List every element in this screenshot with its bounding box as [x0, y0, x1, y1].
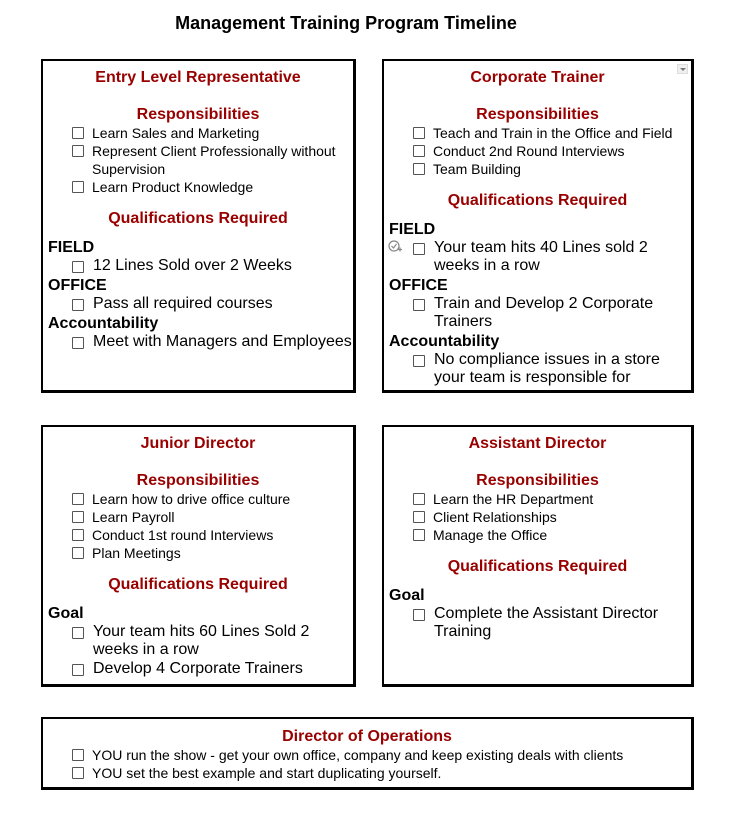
qualifications-heading: Qualifications Required [447, 192, 628, 209]
checklist-item: Represent Client Professionally without Supervision [72, 142, 353, 178]
responsibilities-list [43, 490, 353, 562]
checklist-item: Complete the Assistant Director Training [413, 605, 691, 641]
category-label: FIELD [389, 221, 436, 238]
checklist-item: Pass all required courses [72, 295, 353, 313]
box-title: Corporate Trainer [470, 69, 605, 86]
category-label: Goal [48, 605, 84, 622]
qualification-list [43, 623, 353, 678]
checkbox[interactable] [72, 511, 84, 523]
category-label: FIELD [48, 239, 95, 256]
checklist-item: Your team hits 60 Lines Sold 2 weeks in a row [72, 623, 353, 659]
box-entry-level [41, 59, 356, 393]
qualification-list [43, 257, 353, 275]
box-junior-director [41, 425, 356, 687]
qualifications-heading: Qualifications Required [108, 576, 288, 593]
page-title: Management Training Program Timeline [175, 13, 517, 33]
checklist-item: YOU run the show - get your own office, company and keep existing deals with clients [72, 746, 691, 764]
category-label: Accountability [48, 315, 159, 332]
box-title: Director of Operations [282, 728, 452, 745]
checkbox[interactable] [413, 529, 425, 541]
checklist-item: Your team hits 40 Lines sold 2 weeks in a row [413, 239, 691, 275]
checklist-item: Learn Sales and Marketing [72, 124, 353, 142]
checkbox[interactable] [413, 609, 425, 621]
checklist-item: No compliance issues in a store your team is responsible for [413, 351, 691, 387]
checkbox[interactable] [72, 299, 84, 311]
checkbox[interactable] [72, 337, 84, 349]
box-assistant-director [382, 425, 694, 687]
checklist-item: Meet with Managers and Employees [72, 333, 353, 351]
category-label: Goal [389, 587, 425, 604]
checkbox[interactable] [413, 127, 425, 139]
checklist-item: Learn the HR Department [413, 490, 691, 508]
checklist-item: Conduct 1st round Interviews [72, 526, 353, 544]
checklist-item: YOU set the best example and start duplicating yourself. [72, 764, 691, 782]
checkbox[interactable] [72, 145, 84, 157]
checklist-item: Learn how to drive office culture [72, 490, 353, 508]
box-title: Assistant Director [468, 435, 607, 452]
add-task-icon[interactable] [388, 240, 402, 254]
checklist-item: Conduct 2nd Round Interviews [413, 142, 691, 160]
responsibilities-heading: Responsibilities [136, 106, 260, 123]
checkbox[interactable] [413, 145, 425, 157]
checkbox[interactable] [413, 355, 425, 367]
checklist-item: Develop 4 Corporate Trainers [72, 660, 353, 678]
checkbox[interactable] [72, 627, 84, 639]
checklist-item: Learn Payroll [72, 508, 353, 526]
checkbox[interactable] [72, 529, 84, 541]
checklist-item: Train and Develop 2 Corporate Trainers [413, 295, 691, 331]
checklist-item: Team Building [413, 160, 691, 178]
checkbox[interactable] [72, 181, 84, 193]
qualifications-heading: Qualifications Required [108, 210, 288, 227]
category-label: OFFICE [48, 277, 107, 294]
checklist-item: Manage the Office [413, 526, 691, 544]
box-title: Junior Director [140, 435, 256, 452]
box-title: Entry Level Representative [95, 69, 301, 86]
checklist-item: Teach and Train in the Office and Field [413, 124, 691, 142]
checkbox[interactable] [72, 493, 84, 505]
checkbox[interactable] [72, 261, 84, 273]
qualification-list [384, 295, 691, 331]
category-label: OFFICE [389, 277, 448, 294]
checklist-item: Learn Product Knowledge [72, 178, 353, 196]
checkbox[interactable] [413, 511, 425, 523]
responsibilities-list [43, 124, 353, 196]
checklist-item: Client Relationships [413, 508, 691, 526]
checkbox[interactable] [72, 767, 84, 779]
box-director-of-operations [41, 717, 694, 790]
responsibilities-list [384, 124, 691, 178]
qualifications-heading: Qualifications Required [447, 558, 628, 575]
checkbox[interactable] [72, 547, 84, 559]
dropdown-arrow-icon[interactable] [677, 64, 688, 74]
qualification-list [384, 239, 691, 275]
checkbox[interactable] [72, 749, 84, 761]
responsibilities-heading: Responsibilities [136, 472, 260, 489]
qualification-list [43, 333, 353, 351]
responsibilities-list [43, 746, 691, 782]
checkbox[interactable] [413, 163, 425, 175]
checkbox[interactable] [72, 127, 84, 139]
checklist-item: Plan Meetings [72, 544, 353, 562]
qualification-list [43, 295, 353, 313]
responsibilities-list [384, 490, 691, 544]
qualification-list [384, 605, 691, 641]
checkbox[interactable] [72, 664, 84, 676]
checkbox[interactable] [413, 243, 425, 255]
checklist-item: 12 Lines Sold over 2 Weeks [72, 257, 353, 275]
checkbox[interactable] [413, 299, 425, 311]
responsibilities-heading: Responsibilities [476, 106, 599, 123]
category-label: Accountability [389, 333, 500, 350]
box-corporate-trainer [382, 59, 694, 393]
responsibilities-heading: Responsibilities [476, 472, 599, 489]
qualification-list [384, 351, 691, 387]
checkbox[interactable] [413, 493, 425, 505]
